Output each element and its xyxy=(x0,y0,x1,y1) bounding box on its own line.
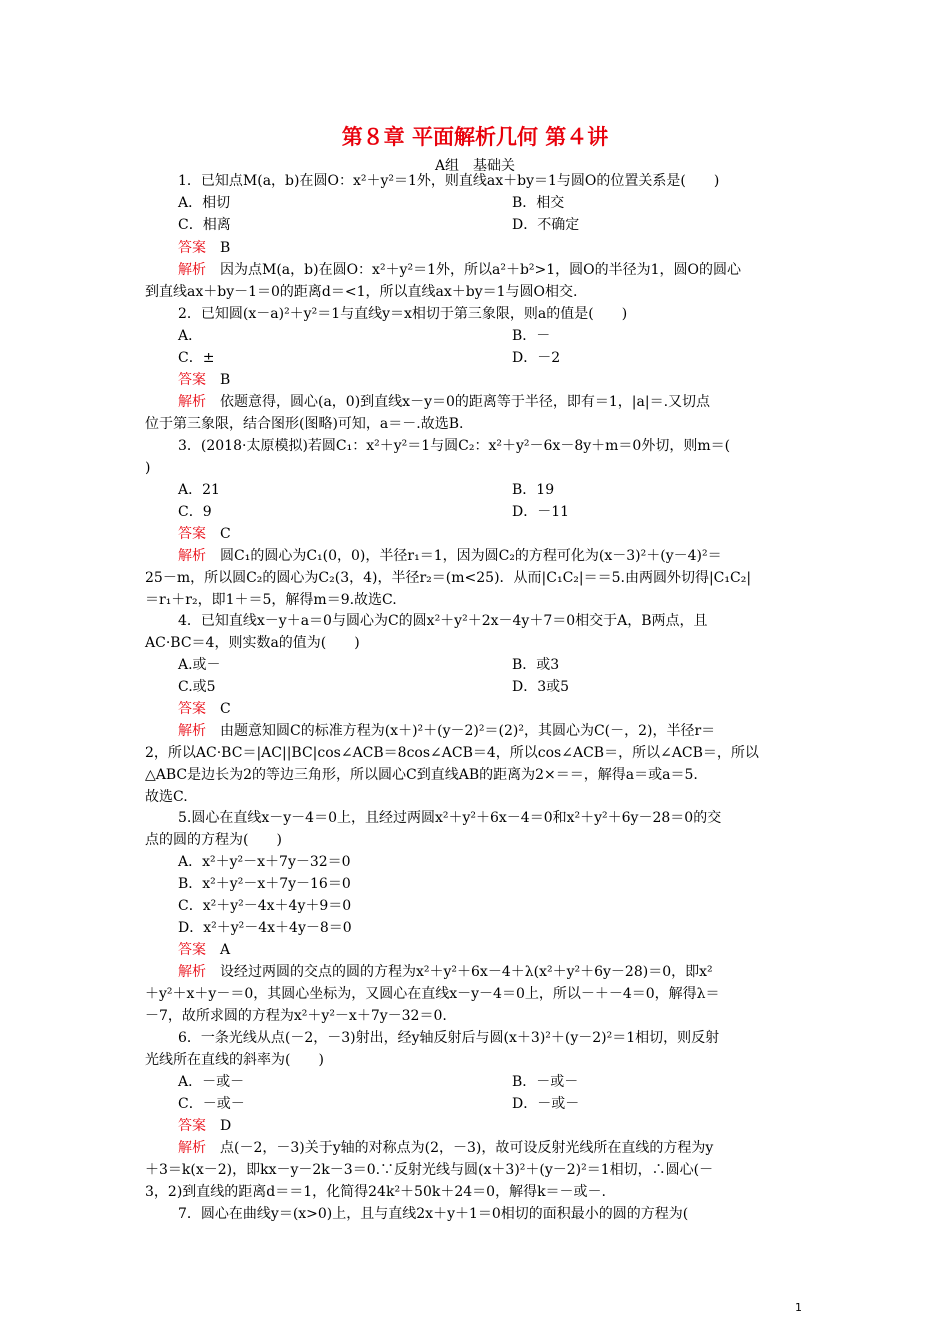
q5-analysis-line-1 xyxy=(178,962,713,982)
q4-option-c: C.或5 xyxy=(178,679,216,695)
q3-analysis-text: 圆C₁的圆心为C₁(0，0)，半径r₁＝1，因为圆C₂的方程可化为(x－3)²＋(y－4)²＝ xyxy=(220,548,722,564)
q6-option-a: A．－或－ xyxy=(178,1074,245,1090)
q1-option-c: C．相离 xyxy=(178,217,231,233)
q2-option-d: D．－2 xyxy=(512,350,561,366)
answer-label: 答案 xyxy=(178,1118,206,1134)
q6-analysis-line-2: ＋3＝k(x－2)，即kx－y－2k－3＝0.∵反射光线与圆(x＋3)²＋(y－2)²＝1相切，∴圆心(－ xyxy=(145,1162,714,1178)
question-3-stem-line-1: 3．(2018·太原模拟)若圆C₁：x²＋y²＝1与圆C₂：x²＋y²－6x－8y＋m＝0外切，则m＝( xyxy=(178,438,731,454)
q3-option-b: B．19 xyxy=(512,482,555,498)
question-3-stem-line-2: ) xyxy=(145,460,151,476)
q1-option-a: A．相切 xyxy=(178,195,231,211)
q5-option-b: B．x²＋y²－x＋7y－16＝0 xyxy=(178,876,351,892)
q5-answer-value: A xyxy=(220,942,231,958)
question-1-stem: 1．已知点M(a，b)在圆O：x²＋y²＝1外，则直线ax＋by＝1与圆O的位置关系是( ) xyxy=(178,173,720,189)
q6-analysis-text: 点(－2，－3)关于y轴的对称点为(2，－3)，故可设反射光线所在直线的方程为y xyxy=(220,1140,714,1156)
q3-option-c: C．9 xyxy=(178,504,212,520)
q1-option-d: D．不确定 xyxy=(512,217,580,233)
q6-analysis-line-1 xyxy=(178,1138,713,1158)
q4-analysis-line-2: 2，所以AC·BC＝|AC||BC|cos∠ACB＝8cos∠ACB＝4，所以cos∠ACB＝，所以∠ACB＝，所以 xyxy=(145,745,759,761)
q4-analysis-line-3: △ABC是边长为2的等边三角形，所以圆心C到直线AB的距离为2×＝＝，解得a＝或a＝5. xyxy=(145,767,698,783)
q6-option-b: B．－或－ xyxy=(512,1074,579,1090)
q5-answer xyxy=(178,940,230,960)
page-number: 1 xyxy=(795,1301,802,1314)
q4-analysis-line-4: 故选C. xyxy=(145,789,188,805)
q3-analysis-line-1 xyxy=(178,546,722,566)
analysis-label: 解析 xyxy=(178,723,206,739)
question-6-stem-line-1: 6．一条光线从点(－2，－3)射出，经y轴反射后与圆(x＋3)²＋(y－2)²＝1相切，则反射 xyxy=(178,1030,720,1046)
q5-option-a: A．x²＋y²－x＋7y－32＝0 xyxy=(178,854,351,870)
q1-answer-value: B xyxy=(220,240,231,256)
q4-option-a: A.或－ xyxy=(178,657,221,673)
q4-answer-value: C xyxy=(220,701,231,717)
q5-analysis-line-2: ＋y²＋x＋y－＝0，其圆心坐标为，又圆心在直线x－y－4＝0上，所以－＋－4＝0，解得λ＝ xyxy=(145,986,720,1002)
q1-analysis-text: 因为点M(a，b)在圆O：x²＋y²＝1外，所以a²＋b²>1，圆O的半径为1，圆O的圆心 xyxy=(220,262,742,278)
q2-analysis-line-2: 位于第三象限，结合图形(图略)可知，a＝－.故选B. xyxy=(145,416,464,432)
analysis-label: 解析 xyxy=(178,394,206,410)
q2-option-c: C．± xyxy=(178,350,215,366)
answer-label: 答案 xyxy=(178,701,206,717)
question-2-stem: 2．已知圆(x－a)²＋y²＝1与直线y＝x相切于第三象限，则a的值是( ) xyxy=(178,306,628,322)
q3-option-d: D．－11 xyxy=(512,504,570,520)
question-4-stem-line-1: 4．已知直线x－y＋a＝0与圆心为C的圆x²＋y²＋2x－4y＋7＝0相交于A，B两点，且 xyxy=(178,613,708,629)
q3-option-a: A．21 xyxy=(178,482,220,498)
q2-option-b: B．－ xyxy=(512,328,551,344)
question-6-stem-line-2: 光线所在直线的斜率为( ) xyxy=(145,1052,324,1068)
q5-analysis-text: 设经过两圆的交点的圆的方程为x²＋y²＋6x－4＋λ(x²＋y²＋6y－28)＝0，即x² xyxy=(220,964,713,980)
q3-analysis-line-3: ＝r₁＋r₂，即1＋＝5，解得m＝9.故选C. xyxy=(145,592,397,608)
q4-analysis-text: 由题意知圆C的标准方程为(x＋)²＋(y－2)²＝(2)²，其圆心为C(－，2)，半径r＝ xyxy=(220,723,716,739)
analysis-label: 解析 xyxy=(178,1140,206,1156)
q3-answer-value: C xyxy=(220,526,231,542)
analysis-label: 解析 xyxy=(178,548,206,564)
q1-answer xyxy=(178,238,230,258)
q5-option-c: C．x²＋y²－4x＋4y＋9＝0 xyxy=(178,898,352,914)
q4-analysis-line-1 xyxy=(178,721,715,741)
q2-answer-value: B xyxy=(220,372,231,388)
question-5-stem-line-2: 点的圆的方程为( ) xyxy=(145,832,282,848)
answer-label: 答案 xyxy=(178,942,206,958)
q2-answer xyxy=(178,370,230,390)
q6-analysis-line-3: 3，2)到直线的距离d＝＝1，化简得24k²＋50k＋24＝0，解得k＝－或－. xyxy=(145,1184,607,1200)
page-title: 第８章 平面解析几何 第４讲 xyxy=(341,125,609,149)
q5-option-d: D．x²＋y²－4x＋4y－8＝0 xyxy=(178,920,352,936)
question-7-stem-line-1: 7．圆心在曲线y＝(x>0)上，且与直线2x＋y＋1＝0相切的面积最小的圆的方程为( xyxy=(178,1206,689,1222)
q3-analysis-line-2: 25－m，所以圆C₂的圆心为C₂(3，4)，半径r₂＝(m<25)．从而|C₁C₂|＝＝5.由两圆外切得|C₁C₂| xyxy=(145,570,752,586)
q2-option-a: A． xyxy=(178,328,203,344)
q3-answer xyxy=(178,524,231,544)
q4-option-d: D．3或5 xyxy=(512,679,570,695)
q4-answer xyxy=(178,699,231,719)
q6-answer-value: D xyxy=(220,1118,232,1134)
q4-option-b: B．或3 xyxy=(512,657,560,673)
question-5-stem-line-1: 5.圆心在直线x－y－4＝0上，且经过两圆x²＋y²＋6x－4＝0和x²＋y²＋6y－28＝0的交 xyxy=(178,810,722,826)
question-4-stem-line-2: AC·BC＝4，则实数a的值为( ) xyxy=(145,635,360,651)
q2-analysis-line-1 xyxy=(178,392,710,412)
q1-analysis-line-1 xyxy=(178,260,741,280)
q6-option-d: D．－或－ xyxy=(512,1096,580,1112)
section-subtitle: A组 基础关 xyxy=(434,158,516,174)
q6-answer xyxy=(178,1116,231,1136)
q5-analysis-line-3: －7，故所求圆的方程为x²＋y²－x＋7y－32＝0. xyxy=(145,1008,447,1024)
answer-label: 答案 xyxy=(178,240,206,256)
analysis-label: 解析 xyxy=(178,262,206,278)
q1-option-b: B．相交 xyxy=(512,195,565,211)
answer-label: 答案 xyxy=(178,526,206,542)
analysis-label: 解析 xyxy=(178,964,206,980)
q2-analysis-text: 依题意得，圆心(a，0)到直线x－y＝0的距离等于半径，即有＝1，|a|＝.又切点 xyxy=(220,394,711,410)
q6-option-c: C．－或－ xyxy=(178,1096,245,1112)
answer-label: 答案 xyxy=(178,372,206,388)
q1-analysis-line-2: 到直线ax＋by－1＝0的距离d＝<1，所以直线ax＋by＝1与圆O相交. xyxy=(145,284,578,300)
